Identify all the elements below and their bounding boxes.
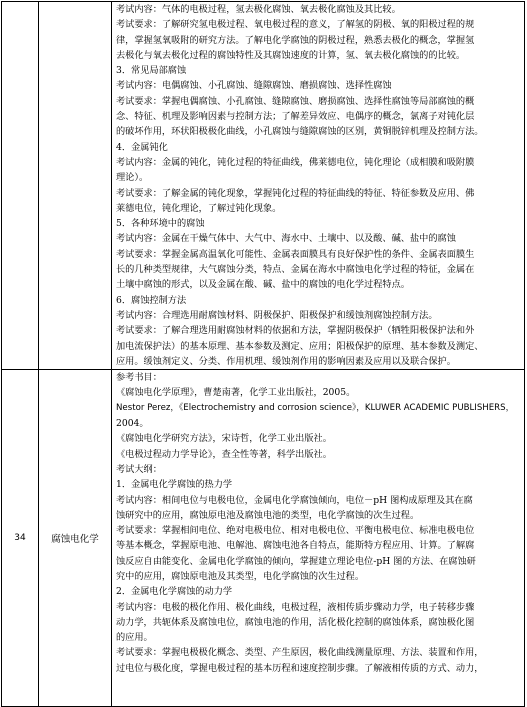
- text-line: 考试大纲：: [116, 463, 162, 475]
- content-cell: [112, 370, 525, 707]
- text-line: 土壤中腐蚀的形式，以及金属在酸、碱、盐中的腐蚀的电化学过程特点。: [116, 279, 410, 291]
- text-line: 莱德电位，钝化理论，了解过钝化现象。: [116, 202, 282, 214]
- text-line: 蚀研究中的应用，腐蚀原电池及腐蚀电池的类型，电化学腐蚀的次生过程。: [116, 509, 420, 521]
- text-line: 《电极过程动力学导论》，查全性等著，科学出版社。: [116, 448, 332, 460]
- text-line: 考试要求：了解合理选用耐腐蚀材料的依据和方法，掌握阴极保护（牺牲阳极保护法和外: [116, 325, 475, 337]
- text-line: 考试要求：了解金属的钝化现象，掌握钝化过程的特征曲线的特征、特征参数及应用、佛: [116, 187, 475, 199]
- text-line: 去极化与氧去极化过程的腐蚀特性及其腐蚀速度的计算，氢、氧去极化腐蚀的的比较。: [116, 49, 466, 61]
- text-line: 长的几种类型规律，大气腐蚀分类，特点、金属在海水中腐蚀电化学过程的特征，金属在: [116, 264, 475, 276]
- text-line: 蚀反应自由能变化、金属电化学腐蚀的倾向，掌握建立理论电位-pH 图的方法、在腐蚀研: [116, 555, 476, 567]
- text-line: 考试要求：了解研究氢电极过程、氧电极过程的意义，了解氢的阴极、氧的阳极过程的规: [116, 19, 475, 31]
- text-line: 究中的应用，腐蚀原电池及其类型，电化学腐蚀的次生过程。: [116, 570, 365, 582]
- text-line: 考试内容：金属在干燥气体中、大气中、海水中、土壤中、以及酸、碱、盐中的腐蚀: [116, 233, 456, 245]
- text-line: 考试内容：电偶腐蚀、小孔腐蚀、缝隙腐蚀、磨损腐蚀、选择性腐蚀: [116, 80, 392, 92]
- row-number-cell: 34: [2, 370, 39, 707]
- text-line: 过电位与极化度，掌握电极过程的基本历程和速度控制步骤。了解液相传质的方式、动力，: [116, 662, 484, 674]
- syllabus-table: [1, 1, 525, 707]
- text-line: 考试内容：金属的钝化，钝化过程的特征曲线，佛莱德电位，钝化理论（成相膜和吸附膜: [116, 156, 475, 168]
- text-line: 律，掌握氢氧吸附的研究方法。了解电化学腐蚀的阴极过程，熟悉去极化的概念，掌握氢: [116, 34, 475, 46]
- text-line: 《腐蚀电化学研究方法》，宋诗哲，化学工业出版社。: [116, 433, 332, 445]
- text-line: 动力学，共轭体系及腐蚀电位，腐蚀电池的作用，活化极化控制的腐蚀体系，腐蚀极化图: [116, 616, 475, 628]
- text-line: 的应用。: [116, 632, 153, 644]
- row-number-cell: [2, 2, 39, 370]
- text-line: 3．常见局部腐蚀: [116, 65, 187, 77]
- content-lines: [116, 370, 521, 705]
- text-line: 2．金属电化学腐蚀的动力学: [116, 586, 233, 598]
- text-line: 2004。: [116, 418, 149, 430]
- table-row: [2, 370, 525, 707]
- text-line: 考试内容：合理选用耐腐蚀材料、阴极保护、阳极保护和缓蚀剂腐蚀控制方法。: [116, 309, 438, 321]
- text-line: 考试要求：掌握相间电位、绝对电极电位、相对电极电位、平衡电极电位、标准电极电位: [116, 525, 475, 537]
- text-line: 理论）。: [116, 172, 149, 184]
- text-line: 4．金属钝化: [116, 141, 168, 153]
- text-line: Nestor Perez，《Electrochemistry and corrosion science》，KLUWER ACADEMIC PUBLISHERS，: [116, 402, 515, 413]
- content-lines: [116, 2, 521, 369]
- content-cell: [112, 2, 525, 370]
- course-name-cell: 腐蚀电化学: [39, 370, 112, 707]
- text-line: 念、特征、机理及影响因素与控制方法；了解差异效应、电偶序的概念，氯离子对钝化层: [116, 111, 475, 123]
- text-line: 考试要求：掌握电偶腐蚀、小孔腐蚀、缝隙腐蚀、磨损腐蚀、选择性腐蚀等局部腐蚀的概: [116, 95, 475, 107]
- text-line: 考试要求：掌握金属高温氧化可能性、金属表面膜具有良好保护性的条件、金属表面膜生: [116, 248, 475, 260]
- text-line: 考试内容：相间电位与电极电位，金属电化学腐蚀倾向，电位－pH 图构成原理及其在腐: [116, 494, 473, 506]
- text-line: 考试内容：电极的极化作用、极化曲线，电极过程，液相传质步骤动力学，电子转移步骤: [116, 601, 475, 613]
- course-name-cell: [39, 2, 112, 370]
- text-line: 《腐蚀电化学原理》，曹楚南著，化学工业出版社，2005。: [116, 387, 356, 399]
- text-line: 等基本概念，掌握原电池、电解池、腐蚀电池各自特点，能斯特方程应用、计算。了解腐: [116, 540, 475, 552]
- text-line: 考试要求：掌握电极极化概念、类型、产生原因，极化曲线测量原理、方法、装置和作用，: [116, 647, 484, 659]
- text-line: 1．金属电化学腐蚀的热力学: [116, 479, 233, 491]
- text-line: 考试内容：气体的电极过程，氢去极化腐蚀、氧去极化腐蚀及其比较。: [116, 4, 401, 15]
- text-line: 加电流保护法）的基本原理、基本参数及测定、应用；阳极保护的原理、基本参数及测定、: [116, 340, 484, 352]
- text-line: 参考书目：: [116, 372, 162, 384]
- table-row: [2, 2, 525, 370]
- text-line: 5．各种环境中的腐蚀: [116, 218, 205, 230]
- text-line: 应用。缓蚀剂定义、分类、作用机理、缓蚀剂作用的影响因素及应用以及联合保护。: [116, 355, 456, 367]
- text-line: 的破坏作用，环状阳极极化曲线，小孔腐蚀与缝隙腐蚀的区别，黄铜脱锌机理及控制方法。: [116, 126, 484, 138]
- text-line: 6．腐蚀控制方法: [116, 294, 187, 306]
